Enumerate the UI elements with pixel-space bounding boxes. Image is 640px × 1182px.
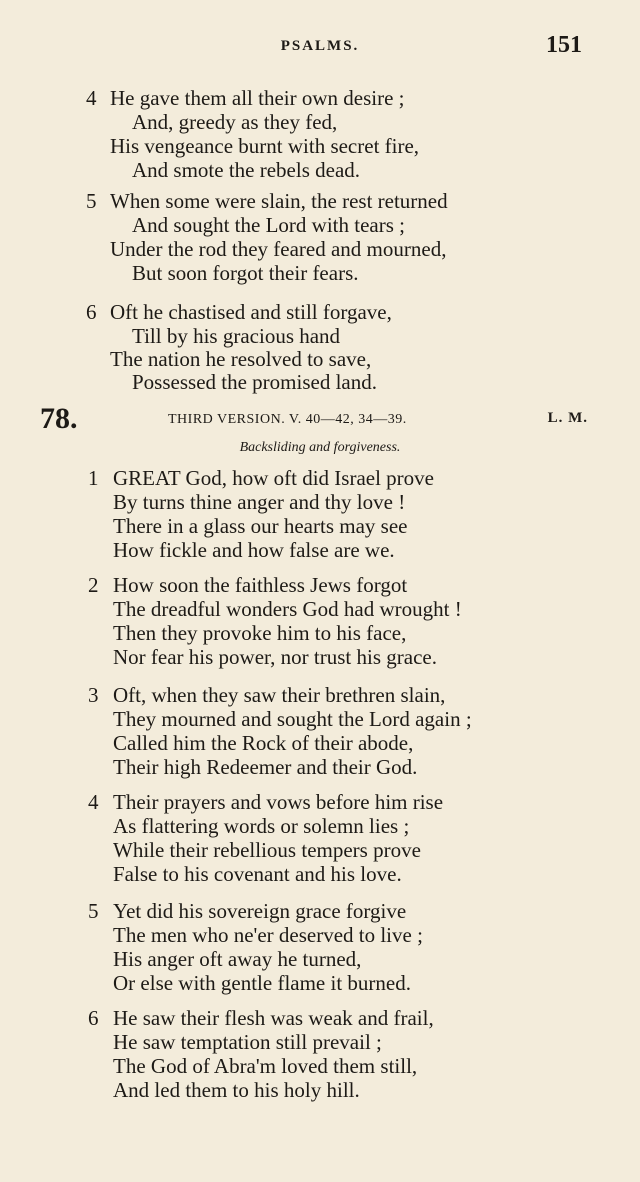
verse-line: How fickle and how false are we. [113, 538, 395, 562]
verse-line: But soon forgot their fears. [132, 261, 359, 285]
verse-line: And led them to his holy hill. [113, 1078, 360, 1102]
verse-line: The men who ne'er deserved to live ; [113, 923, 423, 947]
verse-line: Then they provoke him to his face, [113, 621, 407, 645]
verse-line: False to his covenant and his love. [113, 862, 402, 886]
verse-line: Possessed the promised land. [132, 370, 377, 394]
verse-line: He saw temptation still prevail ; [113, 1030, 382, 1054]
verse-line: Their prayers and vows before him rise [113, 790, 444, 814]
stanza-number: 5 [86, 189, 97, 213]
verse-line: Oft, when they saw their brethren slain, [113, 683, 446, 707]
verse-line: The God of Abra'm loved them still, [113, 1054, 418, 1078]
verse-line: Called him the Rock of their abode, [113, 731, 414, 755]
verse-line: Till by his gracious hand [132, 324, 341, 348]
verse-line: Yet did his sovereign grace forgive [113, 899, 407, 923]
verse-line: He gave them all their own desire ; [110, 86, 405, 110]
stanza-number: 5 [88, 899, 99, 923]
stanza-number: 4 [86, 86, 97, 110]
stanza-number: 6 [86, 300, 97, 324]
verse-line: Their high Redeemer and their God. [113, 755, 418, 779]
verse-line: By turns thine anger and thy love ! [113, 490, 406, 514]
verse-line: When some were slain, the rest returned [110, 189, 448, 213]
page-number: 151 [546, 32, 582, 58]
verse-line: And sought the Lord with tears ; [132, 213, 405, 237]
verse-line: Oft he chastised and still forgave, [110, 300, 392, 324]
verse-line: They mourned and sought the Lord again ; [113, 707, 472, 731]
verse-line: Nor fear his power, nor trust his grace. [113, 645, 437, 669]
verse-line: And, greedy as they fed, [132, 110, 338, 134]
hymn-subtitle: Backsliding and forgiveness. [239, 440, 401, 455]
hymn-number: 78. [40, 402, 78, 435]
verse-line: His vengeance burnt with secret fire, [110, 134, 420, 158]
verse-line: And smote the rebels dead. [132, 158, 361, 182]
verse-line: As flattering words or solemn lies ; [113, 814, 410, 838]
stanza-number: 6 [88, 1006, 99, 1030]
verse-line: The nation he resolved to save, [110, 347, 372, 371]
verse-line: How soon the faithless Jews forgot [113, 573, 408, 597]
stanza-number: 3 [88, 683, 99, 707]
hymn-heading: THIRD VERSION. V. 40—42, 34—39. [168, 412, 407, 427]
hymn-meter: L. M. [547, 410, 588, 426]
verse-line: The dreadful wonders God had wrought ! [113, 597, 462, 621]
stanza-number: 1 [88, 466, 99, 490]
stanza-number: 4 [88, 790, 99, 814]
verse-line: There in a glass our hearts may see [113, 514, 408, 538]
verse-line: He saw their flesh was weak and frail, [113, 1006, 434, 1030]
stanza-number: 2 [88, 573, 99, 597]
verse-line: Or else with gentle flame it burned. [113, 971, 411, 995]
verse-line: While their rebellious tempers prove [113, 838, 421, 862]
verse-line: GREAT God, how oft did Israel prove [113, 466, 434, 490]
running-title: PSALMS. [280, 38, 360, 54]
verse-line: Under the rod they feared and mourned, [110, 237, 447, 261]
verse-line: His anger oft away he turned, [113, 947, 362, 971]
